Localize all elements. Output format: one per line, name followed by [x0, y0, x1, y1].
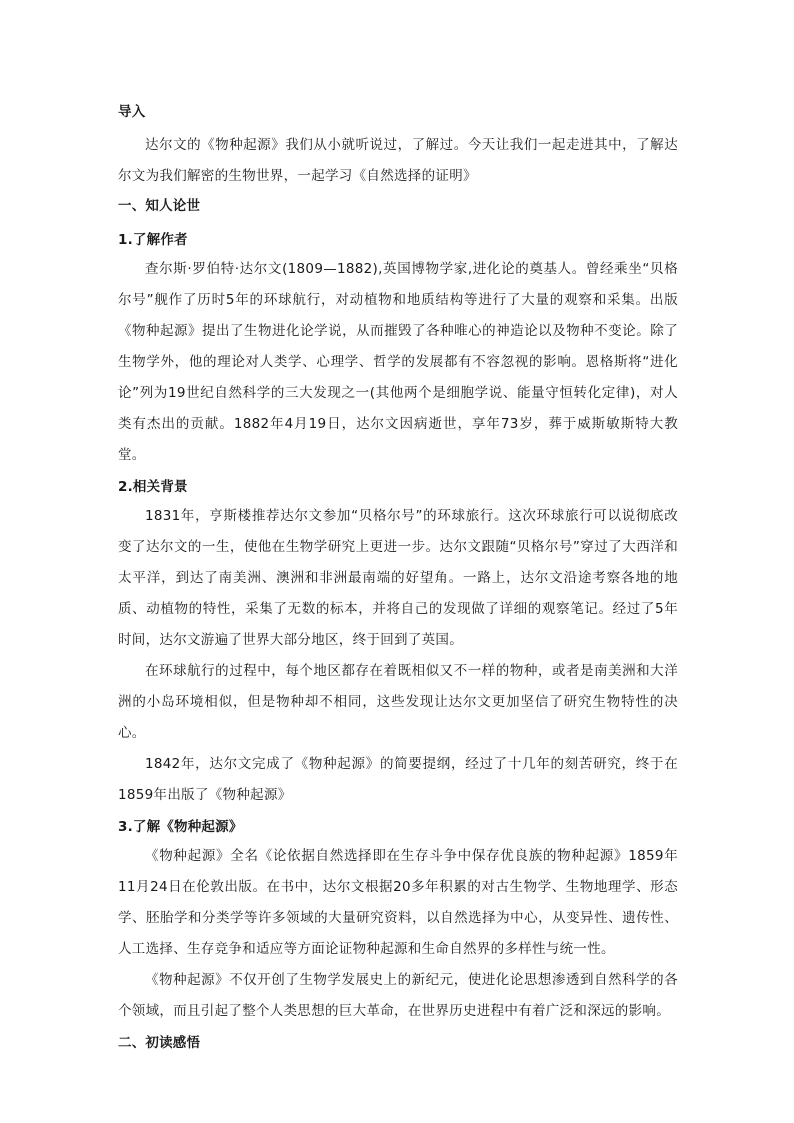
section-1-heading: 一、知人论世 — [118, 198, 201, 214]
background-paragraph-1: 1831年，亨斯楼推荐达尔文参加“贝格尔号”的环球旅行。这次环球旅行可以说彻底改变了达尔文的一生，使他在生物学研究上更进一步。达尔文跟随“贝格尔号”穿过了大西洋和太平洋，到达了南美洲、澳洲和非洲最南端的好望角。一路上，达尔文沿途考察各地的地质、动植物的特性，采集了无数的标本，并将自己的发现做了详细的观察笔记。经过了5年时间，达尔文游遍了世界大部分地区，终于回到了英国。 — [118, 508, 678, 648]
book-paragraph-1: 《物种起源》全名《论依据自然选择即在生存斗争中保存优良族的物种起源》1859年11月24日在伦敦出版。在书中，达尔文根据20多年积累的对古生物学、生物地理学、形态学、胚胎学和分类学等许多领域的大量研究资料，以自然选择为中心，从变异性、遗传性、人工选择、生存竞争和适应等方面论证物种起源和生命自然界的多样性与统一性。 — [118, 848, 678, 957]
document-body — [118, 100, 678, 1053]
author-heading: 1.了解作者 — [118, 232, 188, 248]
author-paragraph: 查尔斯·罗伯特·达尔文(1809—1882),英国博物学家,进化论的奠基人。曾经乘坐“贝格尔号”舰作了历时5年的环球航行，对动植物和地质结构等进行了大量的观察和采集。出版《物种起源》提出了生物进化论学说，从而摧毁了各种唯心的神造论以及物种不变论。除了生物学外，他的理论对人类学、心理学、哲学的发展都有不容忽视的影响。恩格斯将“进化论”列为19世纪自然科学的三大发现之一(其他两个是细胞学说、能量守恒转化定律)，对人类有杰出的贡献。1882年4月19日，达尔文因病逝世，享年73岁，葬于威斯敏斯特大教堂。 — [118, 261, 678, 463]
background-paragraph-2: 在环球航行的过程中，每个地区都存在着既相似又不一样的物种，或者是南美洲和大洋洲的小岛环境相似，但是物种却不相同，这些发现让达尔文更加坚信了研究生物特性的决心。 — [118, 663, 678, 741]
background-paragraph-3: 1842年，达尔文完成了《物种起源》的简要提纲，经过了十几年的刻苦研究，终于在1859年出版了《物种起源》 — [118, 756, 678, 803]
book-heading: 3.了解《物种起源》 — [118, 819, 243, 835]
book-paragraph-2: 《物种起源》不仅开创了生物学发展史上的新纪元，使进化论思想渗透到自然科学的各个领域，而且引起了整个人类思想的巨大革命，在世界历史进程中有着广泛和深远的影响。 — [118, 972, 678, 1019]
background-heading: 2.相关背景 — [118, 479, 188, 495]
intro-paragraph: 达尔文的《物种起源》我们从小就听说过，了解过。今天让我们一起走进其中，了解达尔文为我们解密的生物世界，一起学习《自然选择的证明》 — [118, 137, 678, 184]
section-2-heading: 二、初读感悟 — [118, 1035, 201, 1051]
intro-heading: 导入 — [118, 104, 146, 120]
